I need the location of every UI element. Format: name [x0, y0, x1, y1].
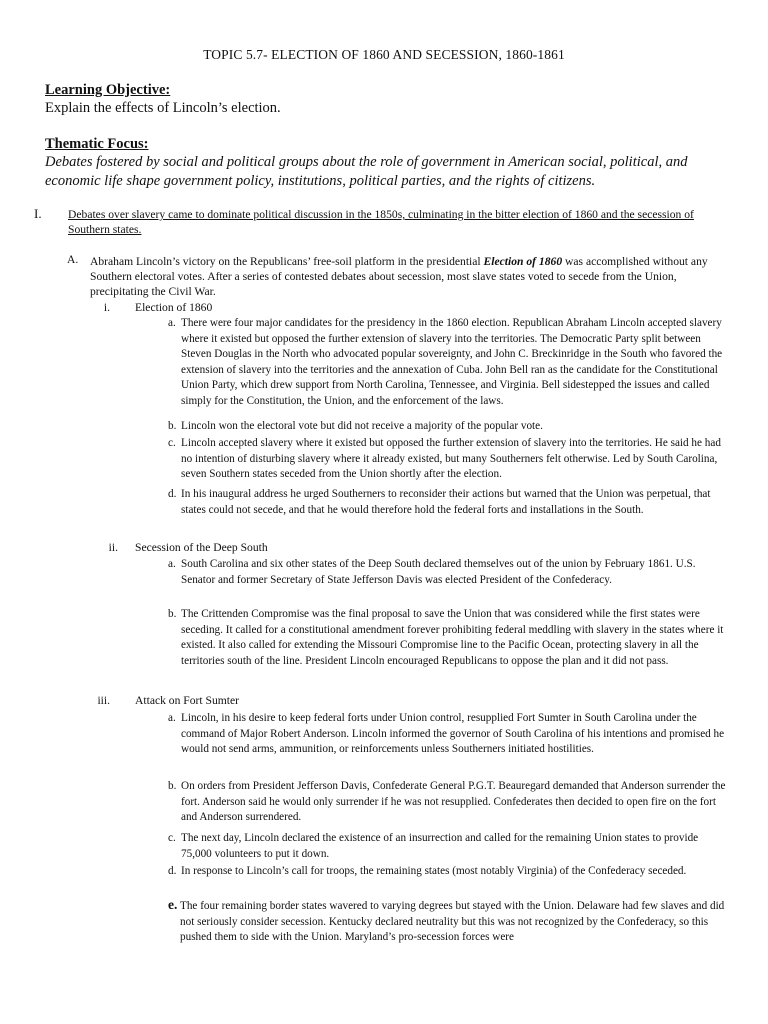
list-item-text: South Carolina and six other states of the Deep South declared themselves out of the union by February 1861. U.S. Senator and former Secretary of State Jefferson Davis was elected President of the Confederacy. — [181, 558, 696, 586]
list-item-marker: c. — [168, 437, 176, 449]
list-item-text: Lincoln, in his desire to keep federal forts under Union control, resupplied Fort Sumter in South Carolina under the command of Major Robert Anderson. Lincoln informed the governor of South Carolina of his intentions and promised he would not send arms, ammunition, or reinforcements unless Southerners initiated hostilities. — [181, 712, 725, 756]
point-a-text-after: was accomplished without any Southern electoral votes. After a series of contested debates about secession, most slave states voted to secede from the Union, precipitating the Civil War. — [90, 255, 708, 298]
list-item-marker: a. — [168, 317, 176, 329]
list-item-marker: c. — [168, 832, 176, 844]
list-item-text: In his inaugural address he urged Southerners to reconsider their actions but warned that the Union was perpetual, that states could not secede, and that he would therefore hold the federal forts and installations in the South. — [181, 488, 711, 516]
list-item — [168, 779, 728, 826]
point-a-text — [90, 254, 730, 299]
list-item-marker: a. — [168, 712, 176, 724]
list-item-marker: d. — [168, 865, 177, 877]
list-item-text: On orders from President Jefferson Davis, Confederate General P.G.T. Beauregard demanded that Anderson surrender the fort. Anderson said he would only surrender if he was not resupplied. Confederates then decided to open fire on the fort and Anderson surrendered. — [181, 780, 726, 824]
point-a-text-before: Abraham Lincoln’s victory on the Republicans’ free-soil platform in the presidential — [90, 255, 484, 268]
list-item-marker: e. — [168, 897, 178, 912]
subsection-title: Attack on Fort Sumter — [135, 694, 240, 707]
list-item-text: Lincoln won the electoral vote but did not receive a majority of the popular vote. — [181, 420, 543, 432]
list-item — [168, 316, 728, 410]
subsection-numeral: ii. — [108, 541, 118, 554]
learning-objective-label: Learning Objective: — [45, 82, 171, 98]
list-item-marker: d. — [168, 488, 177, 500]
document-title: TOPIC 5.7- ELECTION OF 1860 AND SECESSION, 1860-1861 — [203, 47, 565, 62]
list-item — [168, 419, 728, 435]
list-item-text: In response to Lincoln’s call for troops, the remaining states (most notably Virginia) of the Confederacy seceded. — [181, 865, 687, 877]
list-item-text: The next day, Lincoln declared the existence of an insurrection and called for the remaining Union states to provide 75,000 volunteers to put it down. — [181, 832, 699, 860]
subsection-title: Secession of the Deep South — [135, 541, 268, 554]
learning-objective-text: Explain the effects of Lincoln’s election. — [45, 100, 281, 116]
list-item-text: The Crittenden Compromise was the final proposal to save the Union that was considered while the first states were seceding. It called for a constitutional amendment forever prohibiting federal meddling with slavery in the states where it existed. It also called for extending the Missouri Compromise line to the Pacific Ocean, protecting slavery in all the territories south of the line. President Lincoln encouraged Republicans to oppose the plan and it did not pass. — [181, 608, 724, 667]
section-heading: Debates over slavery came to dominate political discussion in the 1850s, culminating in the bitter election of 1860 and the secession of Southern states. — [68, 208, 694, 236]
list-item-marker: a. — [168, 558, 176, 570]
list-item-text: The four remaining border states wavered to varying degrees but stayed with the Union. Delaware had few slaves and did not seriously consider secession. Kentucky declared neutrality but this was not recognized by the Confederacy, so this pushed them to side with the Union. Maryland’s pro-secession forces were — [180, 900, 725, 944]
list-item-marker: b. — [168, 420, 177, 432]
list-item — [168, 831, 728, 862]
section-number: I. — [34, 206, 42, 221]
list-item — [168, 864, 728, 880]
list-item — [168, 557, 728, 588]
point-a-marker: A. — [67, 253, 79, 266]
list-item — [168, 711, 728, 758]
subsection-title: Election of 1860 — [135, 301, 213, 314]
list-item — [168, 607, 728, 669]
list-item — [168, 899, 728, 946]
list-item-text: Lincoln accepted slavery where it existed but opposed the further extension of slavery into the territories. He said he had no intention of disturbing slavery where it already existed, but many Southerners felt otherwise. Led by South Carolina, seven Southern states seceded from the Union shortly after the election. — [181, 437, 721, 481]
thematic-focus-text: Debates fostered by social and political groups about the role of government in American social, political, and economic life shape government policy, institutions, political parties, and the rights of citizens. — [45, 154, 688, 189]
list-item-marker: b. — [168, 608, 177, 620]
subsection-numeral: iii. — [97, 694, 110, 707]
list-item — [168, 436, 728, 483]
subsection-numeral: i. — [103, 301, 110, 314]
list-item — [168, 487, 728, 518]
thematic-focus-label: Thematic Focus: — [45, 136, 149, 152]
point-a-emphasis: Election of 1860 — [483, 255, 563, 268]
list-item-marker: b. — [168, 780, 177, 792]
list-item-text: There were four major candidates for the presidency in the 1860 election. Republican Abraham Lincoln accepted slavery where it existed but opposed the further extension of slavery into the territories. The Democratic Party split between Steven Douglas in the North who advocated popular sovereignty, and John C. Breckinridge in the South who favored the extension of slavery into the territories and the annexation of Cuba. John Bell ran as the candidate for the Constitutional Union Party, which drew support from North Carolina, Tennessee, and Virginia. Bell sidestepped the issues and called simply for the Constitution, the Union, and the enforcement of the laws. — [181, 317, 723, 407]
